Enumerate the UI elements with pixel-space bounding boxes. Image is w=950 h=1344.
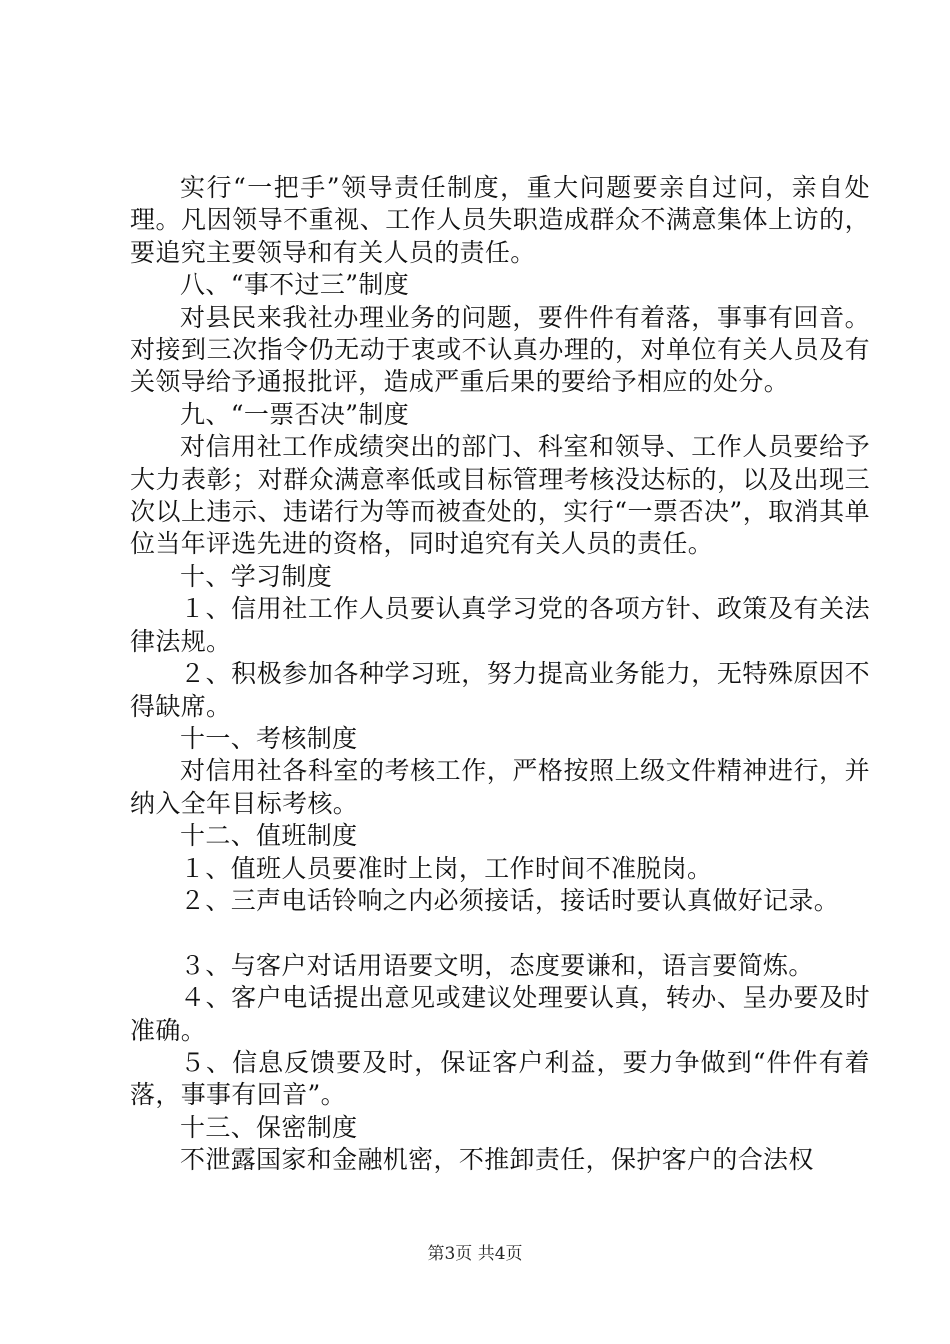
paragraph-section-8: 对县民来我社办理业务的问题，要件件有着落，事事有回音。对接到三次指令仍无动于衷或不认真办理的，对单位有关人员及有关领导给予通报批评，造成严重后果的要给予相应的处分。: [130, 302, 870, 397]
heading-section-13: 十三、保密制度: [180, 1112, 358, 1142]
heading-section-9: 九、“一票否决”制度: [180, 399, 410, 429]
list-item-duty-2: ２、三声电话铃响之内必须接话，接话时要认真做好记录。: [180, 885, 840, 915]
list-item-duty-3: ３、与客户对话用语要文明，态度要谦和，语言要简炼。: [180, 950, 814, 980]
page-number-footer: 第3页 共4页: [427, 1244, 523, 1264]
paragraph-section-9: 对信用社工作成绩突出的部门、科室和领导、工作人员要给予大力表彰；对群众满意率低或目标管理考核没达标的，以及出现三次以上违示、违诺行为等而被查处的，实行“一票否决”，取消其单位当年评选先进的资格，同时追究有关人员的责任。: [130, 432, 870, 559]
heading-section-11: 十一、考核制度: [180, 723, 358, 753]
paragraph-section-13: 不泄露国家和金融机密，不推卸责任，保护客户的合法权: [180, 1145, 814, 1175]
heading-section-10: 十、学习制度: [180, 561, 333, 591]
list-item-duty-5: ５、信息反馈要及时，保证客户利益，要力争做到“件件有着落，事事有回音”。: [130, 1047, 870, 1110]
list-item-study-1: １、信用社工作人员要认真学习党的各项方针、政策及有关法律法规。: [130, 594, 870, 656]
heading-section-8: 八、“事不过三”制度: [180, 270, 410, 300]
paragraph-leader-responsibility: 实行“一把手”领导责任制度，重大问题要亲自过问，亲自处理。凡因领导不重视、工作人员失职造成群众不满意集体上访的，要追究主要领导和有关人员的责任。: [130, 173, 870, 267]
paragraph-section-11: 对信用社各科室的考核工作，严格按照上级文件精神进行，并纳入全年目标考核。: [130, 756, 870, 818]
heading-section-12: 十二、值班制度: [180, 821, 358, 851]
list-item-duty-4: ４、客户电话提出意见或建议处理要认真，转办、呈办要及时准确。: [130, 983, 870, 1045]
list-item-study-2: ２、积极参加各种学习班，努力提高业务能力，无特殊原因不得缺席。: [130, 659, 870, 721]
document-body: [130, 172, 870, 1177]
list-item-duty-1: １、值班人员要准时上岗，工作时间不准脱岗。: [180, 853, 713, 883]
